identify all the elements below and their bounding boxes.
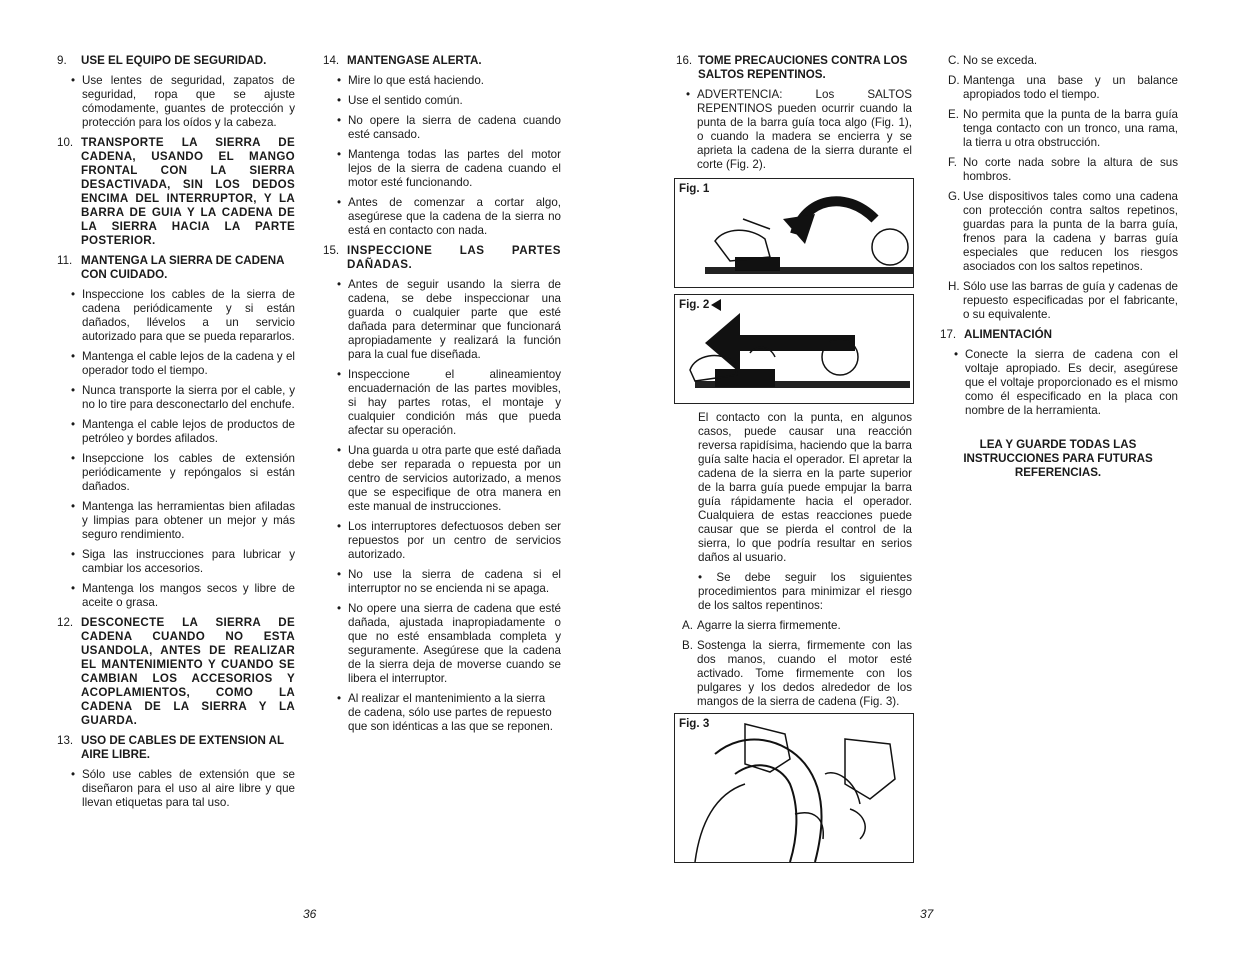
paragraph: El contacto con la punta, en algunos casos, puede causar una reacción reversa rapidísima, haciendo que la barra guía salte hacia el operador. El apretar la cadena de la sierra en la parte superior de la barra guía puede empujar la barra guía rápidamente hacia el operador. Cualquiera de estas reacciones puede causar que se pierda el control de la sierra, lo que podría resultar en serios daños al usuario. (698, 411, 912, 564)
section-number: 9. (57, 54, 67, 67)
column-1 (57, 54, 295, 816)
figure-3-label: Fig. 3 (679, 717, 710, 730)
figure-3-illustration (675, 714, 913, 862)
bullet: • Conecte la sierra de cadena con el voltaje apropiado. Es decir, asegúrese que el voltaje proporcionado es el mismo como él especificado en la placa con nombre de la herramienta. (954, 348, 1178, 417)
section-11: 11. MANTENGA LA SIERRA DE CADENA CON CUIDADO. (57, 254, 285, 281)
figure-2-label: Fig. 2 (679, 298, 710, 311)
bullet: • Inspeccione el alineamientoy encuadernación de las partes movibles, si hay partes rotas, el montaje y cualquier condición más que pueda afectar su operación. (337, 368, 561, 437)
bullet: • Mantenga todas las partes del motor lejos de la sierra de cadena cuando el motor esté funcionando. (337, 148, 561, 189)
item-d: D. Mantenga una base y un balance apropiados todo el tiempo. (948, 74, 1178, 101)
bullet: • Siga las instrucciones para lubricar y cambiar los accesorios. (71, 548, 295, 575)
figure-1-label: Fig. 1 (679, 182, 710, 195)
bullet: • Inspeccione los cables de la sierra de cadena periódicamente y si están dañados, llévelos a un servicio autorizado para que se pueda repararlos. (71, 288, 295, 343)
figure-1-illustration (675, 179, 913, 287)
section-10: 10. TRANSPORTE LA SIERRA DE CADENA, USANDO EL MANGO FRONTAL CON LA SIERRA DESACTIVADA, SIN LOS DEDOS ENCIMA DEL INTERRUPTOR, Y LA BARRA DE GUIA Y LA CADENA DE LA SIERRA HACIA LA PARTE POSTERIOR. (57, 136, 295, 247)
bullet: • Nunca transporte la sierra por el cable, y no lo tire para desconectarlo del enchufe. (71, 384, 295, 411)
item-a: A. Agarre la sierra firmemente. (682, 619, 841, 632)
column-3-lower (676, 411, 912, 715)
column-2 (323, 54, 561, 740)
bullet: • Mantenga el cable lejos de la cadena y el operador todo el tiempo. (71, 350, 295, 377)
bullet: • Insepccione los cables de extensión periódicamente y repóngalos si están dañados. (71, 452, 295, 493)
section-14: 14. MANTENGASE ALERTA. (323, 54, 482, 67)
item-f: F. No corte nada sobre la altura de sus hombros. (948, 156, 1178, 183)
bullet: • Antes de seguir usando la sierra de cadena, se debe inspeccionar una guarda o cualquier parte que esté dañada para determinar que funcionará apropiadamente y realizará la función para la cual fue diseñada. (337, 278, 561, 361)
bullet: • Use el sentido común. (337, 94, 463, 107)
bullet: • Mantenga las herramientas bien afiladas y limpias para obtener un mejor y más seguro rendimiento. (71, 500, 295, 541)
page-number-left: 36 (303, 907, 317, 921)
bullet: • No opere una sierra de cadena que esté dañada, ajustada inapropiadamente o que no esté ensamblada completa y seguramente. Asegúrese que la cadena de la sierra deja de moverse cuando se libera el interruptor. (337, 602, 561, 685)
item-b: B. Sostenga la sierra, firmemente con las dos manos, cuando el motor esté activado. Tome firmemente con los pulgares y los dedos alrededor de los mangos de la sierra de cadena (Fig. 3). (682, 639, 912, 708)
item-c: C. No se exceda. (948, 54, 1038, 67)
figure-2-illustration (675, 295, 913, 403)
figure-3 (674, 713, 914, 863)
bullet: • No opere la sierra de cadena cuando esté cansado. (337, 114, 561, 141)
page-number-right: 37 (920, 907, 934, 921)
bullet: • Los interruptores defectuosos deben ser repuestos por un centro de servicios autorizado. (337, 520, 561, 561)
item-e: E. No permita que la punta de la barra guía tenga contacto con un tronco, una rama, la tierra u otra obstrucción. (948, 108, 1178, 149)
section-heading: USE EL EQUIPO DE SEGURIDAD. (81, 54, 267, 67)
item-g: G. Use dispositivos tales como una cadena con protección contra saltos repetinos, guardas para la punta de la barra guía, frenos para la cadena y barras guía especiales que reducen los riesgos asociados con los saltos repetinos. (948, 190, 1178, 273)
bullet: • ADVERTENCIA: Los SALTOS REPENTINOS pueden ocurrir cuando la punta de la barra guía toca algo (Fig. 1), o cuando la madera se encierra y se aprieta la cadena de la sierra durante el corte (Fig. 2). (686, 88, 912, 171)
bullet: • Sólo use cables de extensión que se diseñaron para el uso al aire libre y que llevan etiquetas para tal uso. (71, 768, 295, 809)
closing-note: LEA Y GUARDE TODAS LAS INSTRUCCIONES PARA FUTURAS REFERENCIAS. (963, 438, 1153, 479)
bullet: • Una guarda u otra parte que esté dañada debe ser reparada o repuesta por un centro de servicios autorizado, a menos que se especifique de otra manera en este manual de instrucciones. (337, 444, 561, 513)
section-15: 15. INSPECCIONE LAS PARTES DAÑADAS. (323, 244, 561, 271)
bullet: • Al realizar el mantenimiento a la sierra de cadena, sólo use partes de repuesto que son idénticas a las que se reponen. (337, 692, 553, 733)
figure-2 (674, 294, 914, 404)
bullet: • Use lentes de seguridad, zapatos de seguridad, ropa que se ajuste cómodamente, guantes de protección y protección para los oídos y la cabeza. (71, 74, 295, 129)
section-12: 12. DESCONECTE LA SIERRA DE CADENA CUANDO NO ESTA USANDOLA, ANTES DE REALIZAR EL MANTENIMIENTO Y CUANDO SE CAMBIAN LOS ACCESORIOS Y ACOPLAMIENTOS, COMO LA CADENA DE LA SIERRA Y LA GUARDA. (57, 616, 295, 727)
column-4 (940, 54, 1178, 480)
section-9 (57, 54, 295, 68)
bullet: • Mantenga los mangos secos y libre de aceite o grasa. (71, 582, 295, 609)
paragraph: • Se debe seguir los siguientes procedimientos para minimizar el riesgo de los saltos repentinos: (698, 571, 912, 612)
bullet: • Mantenga el cable lejos de productos de petróleo y bordes afilados. (71, 418, 295, 445)
section-13: 13. USO DE CABLES DE EXTENSION AL AIRE LIBRE. (57, 734, 284, 761)
section-16: 16. TOME PRECAUCIONES CONTRA LOS SALTOS REPENTINOS. (676, 54, 908, 81)
bullet: • Mire lo que está haciendo. (337, 74, 484, 87)
section-17: 17. ALIMENTACIÓN (940, 328, 1053, 341)
bullet: • No use la sierra de cadena si el interruptor no se encienda ni se apaga. (337, 568, 561, 595)
figure-1 (674, 178, 914, 288)
item-h: H. Sólo use las barras de guía y cadenas de repuesto especificadas por el fabricante, o su equivalente. (948, 280, 1178, 321)
column-3 (676, 54, 912, 178)
bullet: • Antes de comenzar a cortar algo, asegúrese que la cadena de la sierra no está en contacto con nada. (337, 196, 561, 237)
